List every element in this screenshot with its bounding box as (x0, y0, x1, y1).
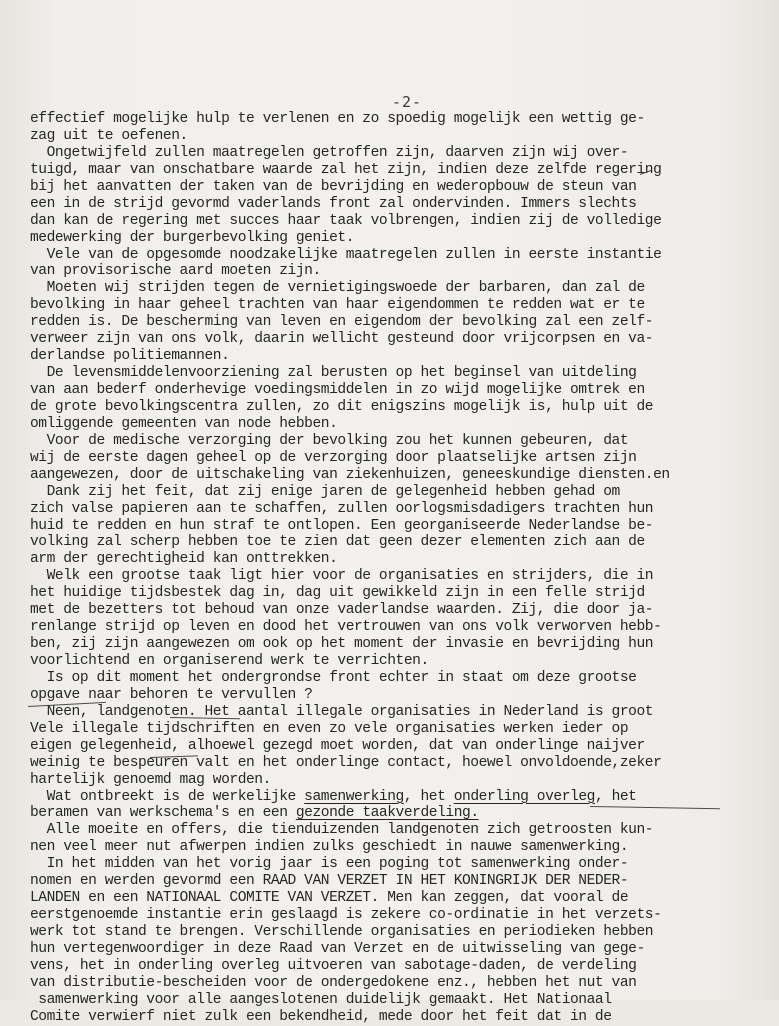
text-line: huid te redden en hun straf te ontlopen. Een georganiseerde Nederlandse be- (30, 517, 654, 534)
text-line: een in de strijd gevormd vaderlands front zal ondervinden. Immers slechts (30, 195, 637, 212)
text-line: Wat ontbreekt is de werkelijke samenwerking, het onderling overleg, het (30, 788, 637, 805)
text-line: van distributie-bescheiden voor de ondergedokene enz., hebben het nut van (30, 974, 637, 991)
text-line: ben, zij zijn aangewezen om ook op het moment der invasie en bevrijding hun (30, 636, 654, 653)
text-line: de grote bevolkingscentra zullen, zo dit enigszins mogelijk is, hulp uit de (30, 398, 654, 415)
text-line: van provisorische aard moeten zijn. (30, 263, 321, 280)
text-line: eigen gelegenheid, alhoewel gezegd moet worden, dat van onderlinge naijver (30, 737, 645, 754)
text-line: nomen en werden gevormd een RAAD VAN VERZET IN HET KONINGRIJK DER NEDER- (30, 873, 629, 890)
text-line: volking zal scherp hebben toe te zien dat geen dezer elementen zich aan de (30, 534, 645, 551)
text-line: Alle moeite en offers, die tienduizenden landgenoten zich getroosten kun- (30, 822, 654, 839)
text-line: weinig te bespeuren valt en het onderlinge contact, hoewel onvoldoende,zeker (30, 754, 662, 771)
text-line: vens, het in onderling overleg uitvoeren van sabotage-daden, de verdeling (30, 957, 637, 974)
text-line: Is op dit moment het ondergrondse front echter in staat om deze grootse (30, 669, 637, 686)
text-line: LANDEN en een NATIONAAL COMITE VAN VERZET. Men kan zeggen, dat vooral de (30, 890, 629, 907)
text-line: Vele van de opgesomde noodzakelijke maatregelen zullen in eerste instantie (30, 246, 662, 263)
text-line: Voor de medische verzorging der bevolking zou het kunnen gebeuren, dat (30, 432, 629, 449)
text-line: nen veel meer nut afwerpen indien zulks geschiedt in nauwe samenwerking. (30, 839, 629, 856)
text-line: beramen van werkschema's en een gezonde taakverdeling. (30, 805, 479, 822)
text-line: dan kan de regering met succes haar taak volbrengen, indien zij de volledige (30, 212, 662, 229)
text-line: het huidige tijdsbestek dag in, dag uit gewikkeld zijn in een felle strijd (30, 585, 645, 602)
text-line: medewerking der burgerbevolking geniet. (30, 229, 354, 246)
text-line: opgave naar behoren te vervullen ? (30, 686, 313, 703)
text-line: werk tot stand te brengen. Verschillende organisaties en periodieken hebben (30, 924, 654, 940)
text-line: hun vertegenwoordiger in deze Raad van Verzet en de uitwisseling van gege- (30, 940, 645, 957)
text-line: Moeten wij strijden tegen de vernietigingswoede der barbaren, dan zal de (30, 280, 645, 297)
text-line: De levensmiddelenvoorziening zal berusten op het beginsel van uitdeling (30, 365, 637, 382)
text-line: Dank zij het feit, dat zij enige jaren de gelegenheid hebben gehad om (30, 483, 620, 500)
text-line: voorlichtend en organiserend werk te verrichten. (30, 653, 429, 669)
text-line: renlange strijd op leven en dood het vertrouwen van ons volk verworven hebb- (30, 619, 662, 636)
text-line: hartelijk genoemd mag worden. (30, 771, 271, 788)
text-line: Vele illegale tijdschriften en even zo vele organisaties werken ieder op (30, 720, 629, 737)
text-line: samenwerking voor alle aangeslotenen duidelijk gemaakt. Het Nationaal (30, 991, 612, 1008)
body-text (30, 111, 775, 1026)
page-number: -2- (392, 93, 423, 111)
text-line: Comite verwierf niet zulk een bekendheid, mede door het feit dat in de (30, 1008, 612, 1025)
text-line: In het midden van het vorig jaar is een poging tot samenwerking onder- (30, 856, 629, 873)
text-line: aangewezen, door de uitschakeling van ziekenhuizen, geneeskundige diensten.en (30, 466, 670, 483)
text-line: bevolking in haar geheel trachten van haar eigendommen te redden wat er te (30, 297, 645, 314)
text-line: Neen, landgenoten. Het aantal illegale organisaties in Nederland is groot (30, 703, 654, 720)
text-line: redden is. De bescherming van leven en eigendom der bevolking zal een zelf- (30, 314, 654, 331)
text-line: wij de eerste dagen geheel op de verzorging door plaatselijke artsen zijn (30, 449, 637, 466)
text-line: arm der gerechtigheid kan onttrekken. (30, 551, 338, 568)
text-line: zag uit te oefenen. (30, 127, 188, 144)
text-line: met de bezetters tot behoud van onze vaderlandse waarden. Zij, die door ja- (30, 602, 654, 619)
text-line: Welk een grootse taak ligt hier voor de organisaties en strijders, die in (30, 568, 654, 585)
text-line: tuigd, maar van onschatbare waarde zal het zijn, indien deze zelfde regering (30, 161, 662, 178)
text-line: omliggende gemeenten van node hebben. (30, 415, 338, 432)
text-line: bij het aanvatten der taken van de bevrijding en wederopbouw de steun van (30, 178, 637, 195)
text-line: effectief mogelijke hulp te verlenen en zo spoedig mogelijk een wettig ge- (30, 111, 645, 127)
text-line: eerstgenoemde instantie erin geslaagd is zekere co-ordinatie in het verzets- (30, 907, 662, 924)
text-line: verweer zijn van ons volk, daarin wellicht gesteund door vrijcorpsen en va- (30, 331, 654, 348)
text-line: Ongetwijfeld zullen maatregelen getroffen zijn, daarven zijn wij over- (30, 144, 629, 161)
text-line: derlandse politiemannen. (30, 348, 230, 365)
text-line: zich valse papieren aan te schaffen, zullen oorlogsmisdadigers trachten hun (30, 500, 654, 517)
text-line: van aan bederf onderhevige voedingsmiddelen in zo wijd mogelijke omtrek en (30, 382, 645, 398)
